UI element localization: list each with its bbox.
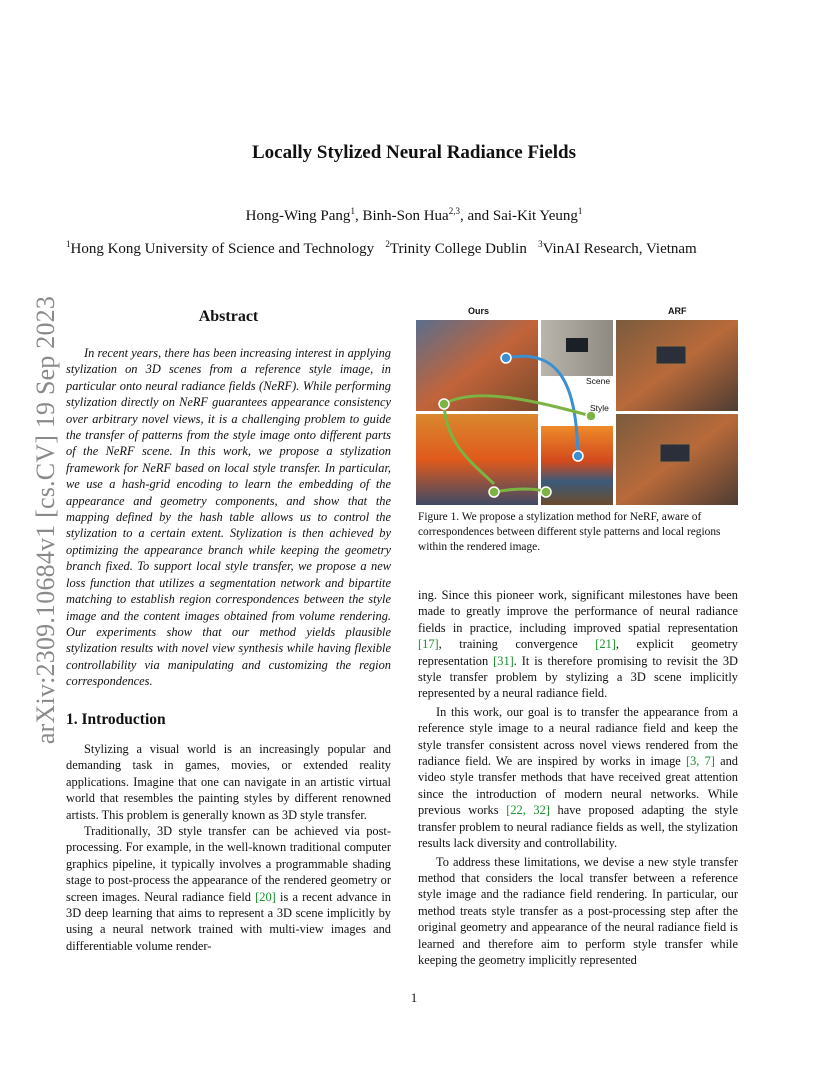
- paragraph: [66, 823, 391, 954]
- paragraph-text: is a recent advance in 3D deep learning that aims to represent a 3D scene implicitly by using a neural network trained with multi-view images and differentiable volume render-: [66, 889, 391, 953]
- arf-monitor: [660, 444, 690, 462]
- figure-label-style: Style: [590, 403, 609, 413]
- author-name: and Sai-Kit Yeung: [467, 208, 578, 224]
- author-list: Hong-Wing Pang$^1$, Binh-Son Hua$^{2,3}$, and Sai-Kit Yeung$^1$: [245, 206, 583, 224]
- blue-arrow-endpoint: [573, 451, 583, 461]
- citation-link[interactable]: [21]: [595, 637, 616, 652]
- abstract-heading: Abstract: [198, 308, 259, 325]
- figure-image: [416, 306, 738, 506]
- author-affil-sup: 2,3: [448, 206, 460, 216]
- affil-sup: 3: [538, 239, 543, 249]
- citation-link[interactable]: [31]: [493, 653, 514, 668]
- ours-render-bottom: [416, 414, 538, 505]
- paragraph-text: ing. Since this pioneer work, significant milestones have been made to greatly improve the performance of neural radiance fields in practice, including improved spatial representation: [418, 588, 738, 635]
- paragraph: Stylizing a visual world is an increasingly popular and demanding task in games, movies, or extended reality applications. Imagine that one can navigate in an artistic virtual world that resembles the painting styles by different renowned artists. This problem is generally known as 3D style transfer.: [66, 742, 391, 822]
- author-name: Binh-Son Hua: [362, 208, 449, 224]
- paragraph-text: , explicit geometry representation: [418, 637, 739, 668]
- figure-caption: Figure 1. We propose a stylization method for NeRF, aware of correspondences between different style patterns and local regions within the rendered image.: [418, 511, 721, 553]
- figure-label-scene: Scene: [586, 376, 611, 386]
- figure-1: [416, 306, 738, 506]
- affiliation-list: [66, 241, 766, 258]
- affiliation: VinAI Research, Vietnam: [542, 241, 697, 257]
- figure-label-arf: ARF: [668, 306, 687, 316]
- paragraph-text: Traditionally, 3D style transfer can be achieved via post-processing. For example, in the well-known traditional computer graphics pipeline, it typically involves a programmable shading stage to post-process the appearance of the rendered geometry or screen images. Neural radiance field: [66, 824, 391, 904]
- affil-sup: 1: [66, 239, 71, 249]
- author-affil-sup: 1: [350, 206, 355, 216]
- affil-sup: 2: [385, 239, 390, 249]
- right-column-body: [418, 587, 738, 968]
- arxiv-identifier: arXiv:2309.10684v1 [cs.CV] 19 Sep 2023: [31, 295, 60, 745]
- arf-monitor: [656, 346, 686, 364]
- figure-label-ours: Ours: [468, 306, 490, 316]
- green-arrow-endpoint: [489, 487, 499, 497]
- paragraph: To address these limitations, we devise a new style transfer method that considers the local transfer between a reference style image and the radiance field rendering. In particular, our method treats style transfer as a post-processing step after the original geometry and appearance of the neural radiance field is learned and therefore aim to perform style transfer while keeping the geometry implicitly represented: [418, 854, 738, 967]
- paragraph-text: . It is therefore promising to revisit the 3D style transfer problem by stylizing a 3D scene implicitly represented by a neural radiance field.: [418, 653, 738, 701]
- affiliation: Trinity College Dublin: [389, 241, 527, 257]
- paragraph: [418, 704, 738, 852]
- blue-arrow-endpoint: [501, 353, 511, 363]
- paragraph-text: have proposed adapting the style transfer problem to neural radiance fields as well, the stylization results lack diversity and controllability.: [418, 803, 739, 851]
- introduction-body: [66, 741, 391, 954]
- paragraph-text: and video style transfer methods that have received great attention since the introduction of modern neural networks. While previous works: [418, 754, 738, 818]
- paragraph: [418, 587, 738, 702]
- citation-link[interactable]: [22, 32]: [506, 803, 550, 818]
- citation-link[interactable]: [3, 7]: [685, 754, 715, 769]
- author-affil-sup: 1: [577, 206, 583, 216]
- green-arrow-endpoint: [439, 399, 449, 409]
- section-heading-introduction: 1. Introduction: [66, 711, 166, 728]
- citation-link[interactable]: [20]: [255, 889, 276, 904]
- green-arrow-endpoint: [541, 487, 551, 497]
- abstract-body: [66, 345, 391, 690]
- author-name: Hong-Wing Pang: [245, 208, 351, 224]
- paragraph-text: In this work, our goal is to transfer the appearance from a reference style image to a neural radiance field and keep the style transfer consistent across novel views rendered from the radiance field. We are inspired by works in image: [418, 704, 738, 769]
- scene-monitor: [566, 338, 588, 352]
- paper-title: Locally Stylized Neural Radiance Fields: [251, 142, 577, 163]
- abstract-text: In recent years, there has been increasing interest in applying stylization on 3D scenes from a reference style image, in particular onto neural radiance fields (NeRF). While performing stylization directly on NeRF guarantees appearance consistency over arbitrary novel views, it is a challenging problem to guide the transfer of patterns from the style image onto different parts of the NeRF scene. In this work, we propose a stylization framework for NeRF based on local style transfer. In particular, we use a hash-grid encoding to learn the embedding of the appearance and geometry components, and show that the mapping defined by the hash table allows us to control the stylization to a certain extent. Stylization is then achieved by optimizing the appearance branch while keeping the geometry branch fixed. To support local style transfer, we propose a new loss function that utilizes a segmentation network and bipartite matching to establish region correspondences between the style image and the content images obtained from volume rendering. Our experiments show that our method yields plausible stylization results with novel view synthesis while having flexible controllability via manipulating and customizing the region correspondences.: [66, 346, 391, 689]
- page-number: 1: [410, 990, 418, 1005]
- paragraph-text: , training convergence: [438, 637, 596, 652]
- affiliation: Hong Kong University of Science and Technology: [70, 241, 375, 257]
- arf-render-top: [616, 320, 738, 411]
- citation-link[interactable]: [17]: [418, 637, 439, 652]
